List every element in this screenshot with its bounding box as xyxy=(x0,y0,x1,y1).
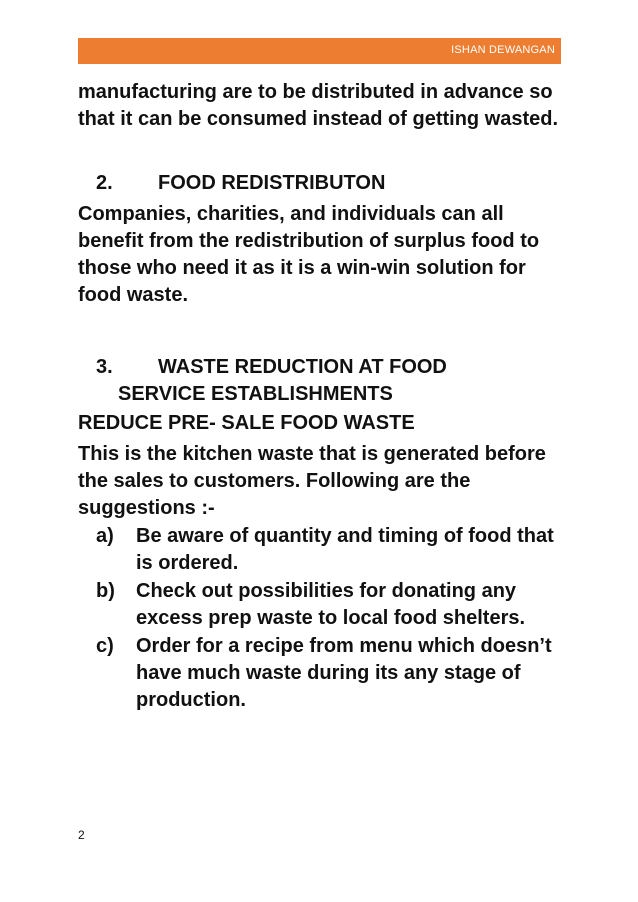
section-3-paragraph: This is the kitchen waste that is generated before the sales to customers. Following are the suggestions :- xyxy=(78,443,546,519)
suggestions-list xyxy=(78,523,568,714)
section-2-number: 2. xyxy=(96,172,113,194)
list-item xyxy=(78,578,568,632)
section-2-title: FOOD REDISTRIBUTON xyxy=(158,172,386,194)
page-content xyxy=(78,79,568,715)
section-2-heading xyxy=(78,170,568,197)
list-item xyxy=(78,523,568,577)
section-2-paragraph: Companies, charities, and individuals can all benefit from the redistribution of surplus food to those who need it as it is a win-win solution for food waste. xyxy=(78,203,540,306)
section-3-title-line2: SERVICE ESTABLISHMENTS xyxy=(118,383,393,405)
list-marker: a) xyxy=(96,525,114,547)
list-marker: c) xyxy=(96,635,114,657)
section-3-subheading: REDUCE PRE- SALE FOOD WASTE xyxy=(78,412,415,434)
list-item-text: Be aware of quantity and timing of food that is ordered. xyxy=(136,525,554,574)
list-marker: b) xyxy=(96,580,115,602)
intro-paragraph: manufacturing are to be distributed in advance so that it can be consumed instead of getting wasted. xyxy=(78,81,559,130)
section-3-number: 3. xyxy=(96,356,113,378)
section-3-heading xyxy=(78,354,568,408)
list-item-text: Check out possibilities for donating any excess prep waste to local food shelters. xyxy=(136,580,526,629)
section-3-title-line1: WASTE REDUCTION AT FOOD xyxy=(158,356,447,378)
header-author: ISHAN DEWANGAN xyxy=(451,44,555,56)
header-bar xyxy=(78,38,561,64)
page-number: 2 xyxy=(78,828,85,842)
list-item-text: Order for a recipe from menu which doesn’t have much waste during its any stage of production. xyxy=(136,635,552,711)
list-item xyxy=(78,633,568,714)
